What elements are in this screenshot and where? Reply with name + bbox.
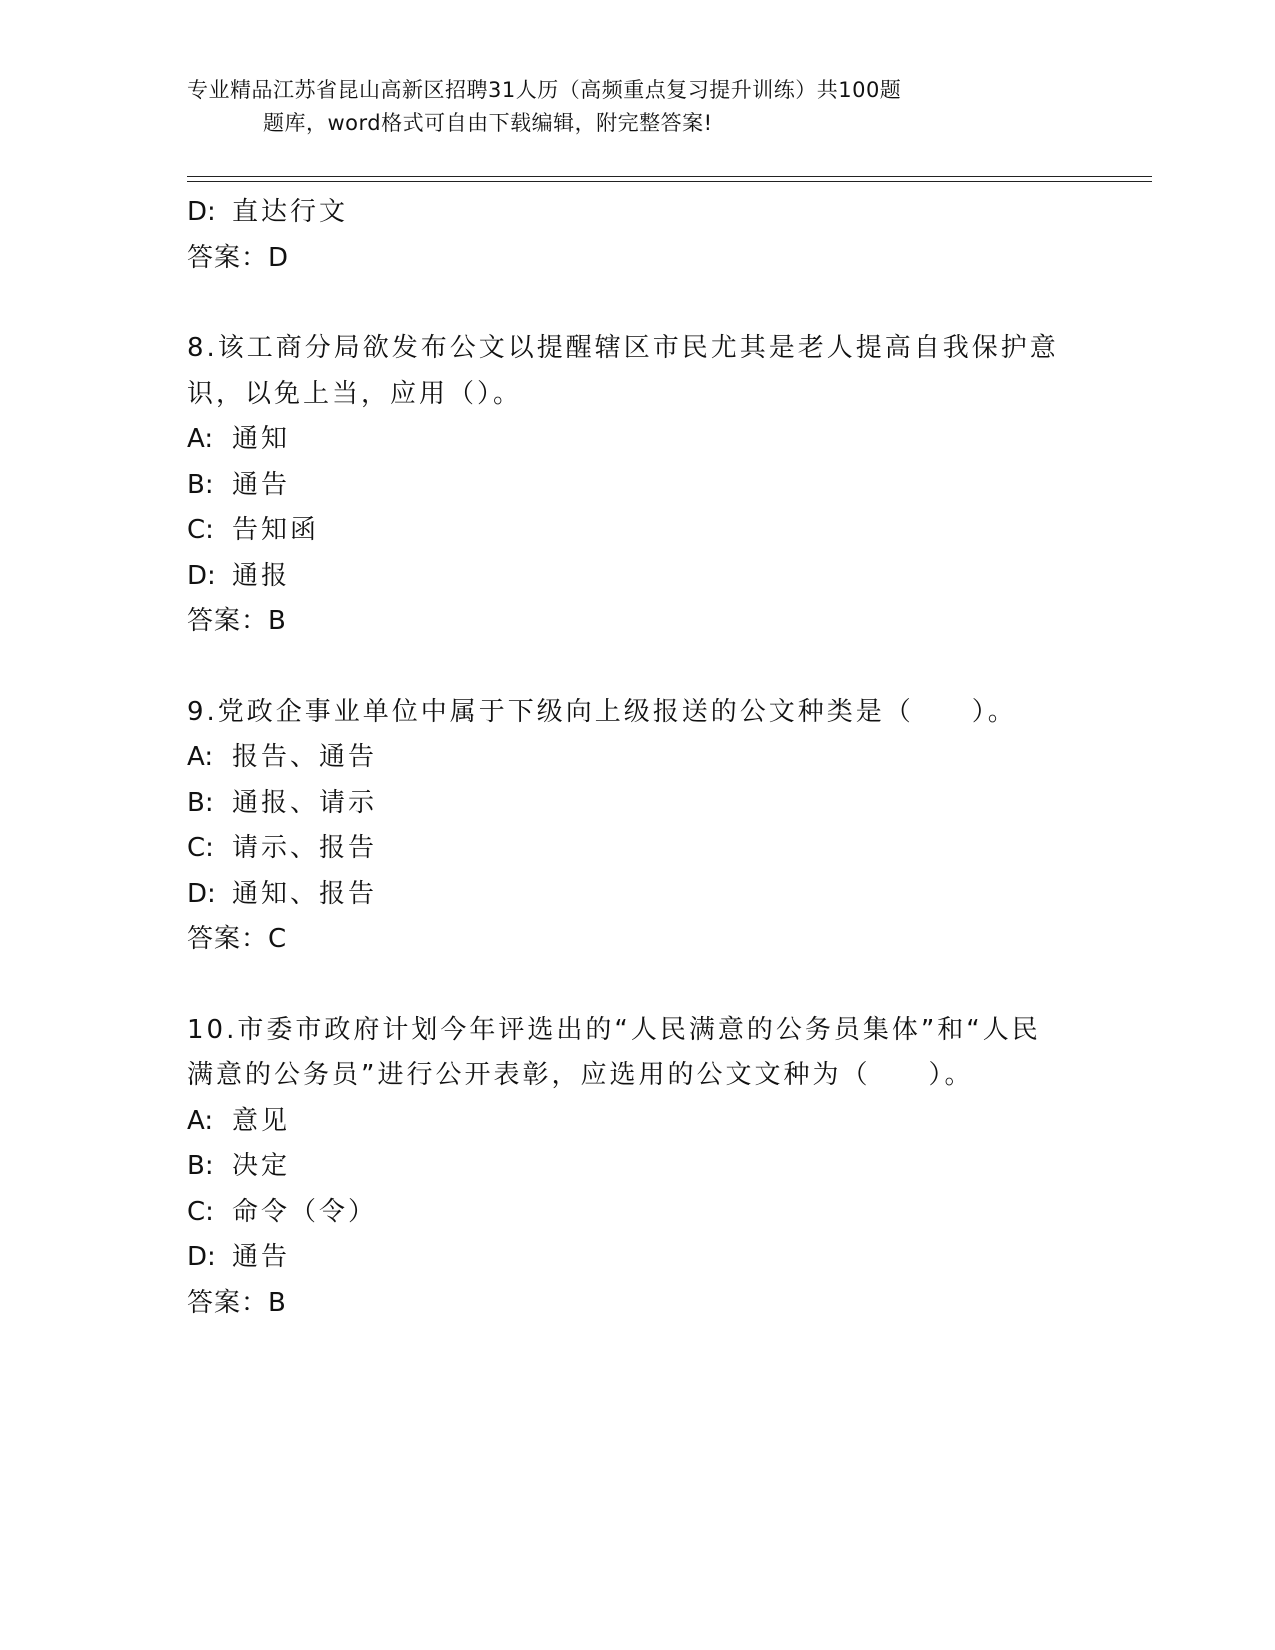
option-key: C: bbox=[187, 833, 214, 863]
question-line: 9.党政企事业单位中属于下级向上级报送的公文种类是（ ）。 bbox=[187, 696, 1017, 727]
answer-line: 答案：C bbox=[187, 924, 288, 954]
option-text: 决定 bbox=[232, 1151, 291, 1181]
option-b bbox=[187, 781, 1087, 827]
option-a bbox=[187, 417, 1087, 463]
option-text: 通告 bbox=[232, 469, 291, 500]
option-key: D: bbox=[187, 878, 216, 909]
option-c bbox=[187, 1190, 1087, 1236]
question-8-text bbox=[187, 326, 1087, 417]
option-key: D: bbox=[187, 560, 216, 591]
option-d bbox=[187, 554, 1087, 600]
option-text: 通报 bbox=[232, 560, 291, 591]
option-c bbox=[187, 508, 1087, 554]
option-key: B: bbox=[187, 1151, 214, 1181]
option-text: 通知 bbox=[232, 424, 291, 454]
option-text: 告知函 bbox=[232, 515, 320, 545]
header-title-line2: 题库，word格式可自由下载编辑，附完整答案! bbox=[263, 111, 713, 135]
question-10-text bbox=[187, 1008, 1087, 1099]
option-text: 报告、通告 bbox=[232, 742, 378, 772]
question-line: 8.该工商分局欲发布公文以提醒辖区市民尤其是老人提高自我保护意 bbox=[187, 333, 1059, 363]
option-key: B: bbox=[187, 787, 214, 818]
option-key: C: bbox=[187, 515, 214, 545]
question-line: 识，以免上当，应用（）。 bbox=[187, 378, 523, 409]
option-text: 通告 bbox=[232, 1242, 291, 1272]
answer-line: 答案：D bbox=[187, 242, 290, 273]
question-line: 10.市委市政府计划今年评选出的“人民满意的公务员集体”和“人民 bbox=[187, 1014, 1041, 1045]
option-key: D: bbox=[187, 197, 216, 227]
header-title-line1: 专业精品江苏省昆山高新区招聘31人历（高频重点复习提升训练）共100题 bbox=[187, 78, 902, 102]
option-key: C: bbox=[187, 1196, 214, 1227]
option-text: 请示、报告 bbox=[232, 833, 378, 863]
answer-line: 答案：B bbox=[187, 1287, 287, 1318]
question-9-text bbox=[187, 690, 1087, 736]
question-gap bbox=[187, 963, 1087, 1008]
question-gap bbox=[187, 645, 1087, 690]
option-text: 通知、报告 bbox=[232, 878, 378, 909]
option-b bbox=[187, 1144, 1087, 1190]
answer-line: 答案：B bbox=[187, 606, 287, 636]
option-key: A: bbox=[187, 424, 214, 454]
option-a bbox=[187, 735, 1087, 781]
option-d bbox=[187, 190, 1087, 236]
option-text: 命令（令） bbox=[232, 1196, 378, 1227]
document-body bbox=[187, 190, 1087, 1326]
question-line: 满意的公务员”进行公开表彰，应选用的公文文种为（ ）。 bbox=[187, 1060, 974, 1090]
option-a bbox=[187, 1099, 1087, 1145]
option-text: 直达行文 bbox=[232, 197, 349, 227]
option-d bbox=[187, 872, 1087, 918]
option-key: D: bbox=[187, 1242, 216, 1272]
document-header bbox=[187, 74, 1067, 140]
option-text: 通报、请示 bbox=[232, 787, 378, 818]
option-d bbox=[187, 1235, 1087, 1281]
option-text: 意见 bbox=[232, 1105, 291, 1136]
header-rule-top bbox=[187, 176, 1152, 177]
header-rule-bottom bbox=[187, 181, 1152, 182]
option-b bbox=[187, 463, 1087, 509]
option-key: A: bbox=[187, 742, 214, 772]
option-key: B: bbox=[187, 469, 214, 500]
option-key: A: bbox=[187, 1105, 214, 1136]
option-c bbox=[187, 826, 1087, 872]
question-gap bbox=[187, 281, 1087, 326]
